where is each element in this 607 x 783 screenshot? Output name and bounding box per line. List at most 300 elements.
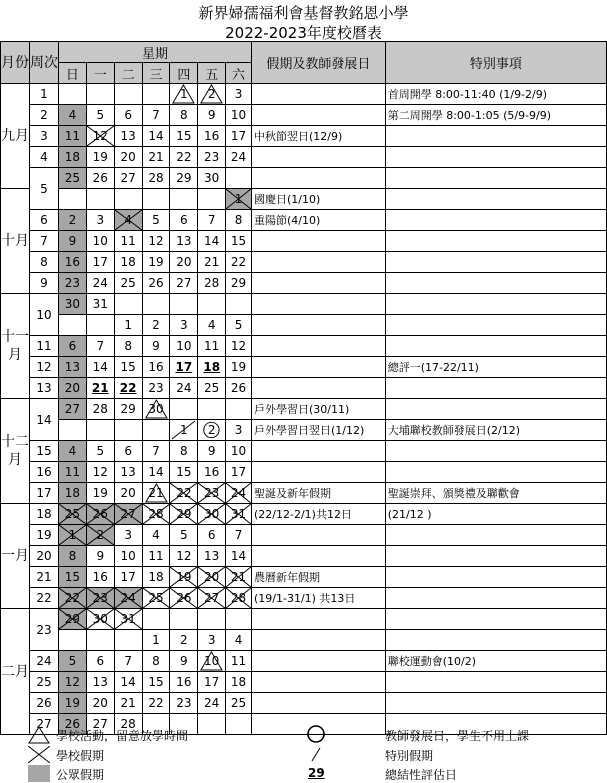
day-cell bbox=[59, 546, 87, 567]
day-number: 3 bbox=[234, 423, 243, 437]
day-cell bbox=[170, 126, 198, 147]
day-number: 16 bbox=[176, 675, 192, 689]
table-row bbox=[1, 105, 607, 126]
day-number: 25 bbox=[204, 381, 220, 395]
day-cell bbox=[86, 84, 114, 105]
day-number: 24 bbox=[230, 150, 247, 164]
day-number: 14 bbox=[120, 675, 136, 689]
table-row bbox=[1, 588, 607, 609]
day-cell bbox=[59, 147, 87, 168]
day-number: 22 bbox=[230, 255, 247, 269]
table-row bbox=[1, 210, 607, 231]
day-number: 8 bbox=[124, 339, 132, 353]
day-cell bbox=[198, 588, 226, 609]
day-cell bbox=[142, 252, 170, 273]
day-cell bbox=[198, 168, 226, 189]
assessment-sample: 29 bbox=[308, 766, 325, 780]
table-row bbox=[1, 504, 607, 525]
table-row bbox=[1, 525, 607, 546]
table-row bbox=[1, 126, 607, 147]
day-number: 27 bbox=[64, 402, 81, 416]
day-number: 24 bbox=[204, 696, 220, 710]
holiday-note bbox=[251, 357, 385, 378]
day-number: 11 bbox=[230, 654, 247, 668]
day-number: 8 bbox=[68, 549, 77, 563]
day-cell bbox=[59, 651, 87, 672]
day-cell bbox=[142, 147, 170, 168]
day-number: 30 bbox=[204, 171, 220, 185]
special-note bbox=[385, 609, 606, 630]
day-number: 9 bbox=[68, 234, 77, 248]
table-row bbox=[1, 462, 607, 483]
month-label: 十月 bbox=[1, 189, 30, 294]
day-number: 15 bbox=[64, 570, 81, 584]
day-number: 8 bbox=[234, 213, 243, 227]
day-cell bbox=[226, 231, 252, 252]
day-cell bbox=[86, 294, 114, 315]
day-number: 26 bbox=[64, 717, 81, 731]
day-number: 10 bbox=[120, 549, 136, 563]
week-number: 2 bbox=[30, 105, 59, 126]
day-cell bbox=[198, 84, 226, 105]
header-day-thu: 四 bbox=[170, 63, 198, 84]
day-number: 1 bbox=[180, 87, 188, 101]
table-row bbox=[1, 378, 607, 399]
day-cell bbox=[86, 210, 114, 231]
holiday-note: 聖誕及新年假期 bbox=[251, 483, 385, 504]
day-number: 7 bbox=[207, 213, 216, 227]
day-cell bbox=[142, 294, 170, 315]
day-number: 3 bbox=[234, 87, 243, 101]
day-cell bbox=[198, 294, 226, 315]
day-cell bbox=[226, 483, 252, 504]
day-number: 18 bbox=[64, 150, 81, 164]
table-row bbox=[1, 252, 607, 273]
holiday-note bbox=[251, 252, 385, 273]
day-cell bbox=[226, 504, 252, 525]
day-cell bbox=[59, 84, 87, 105]
header-day-tue: 二 bbox=[114, 63, 142, 84]
day-cell bbox=[86, 273, 114, 294]
day-cell bbox=[226, 714, 252, 735]
day-cell bbox=[86, 441, 114, 462]
week-number: 21 bbox=[30, 567, 59, 588]
day-cell bbox=[59, 525, 87, 546]
day-cell bbox=[142, 357, 170, 378]
day-number: 7 bbox=[96, 339, 105, 353]
day-number: 26 bbox=[92, 171, 108, 185]
table-row bbox=[1, 315, 607, 336]
week-number: 23 bbox=[30, 609, 59, 651]
day-cell bbox=[226, 189, 252, 210]
day-number: 25 bbox=[120, 276, 136, 290]
day-number: 3 bbox=[207, 633, 216, 647]
day-cell bbox=[226, 630, 252, 651]
day-number: 21 bbox=[148, 150, 164, 164]
special-note: 聖誕崇拜、頒獎禮及聯歡會 bbox=[385, 483, 606, 504]
day-cell bbox=[170, 147, 198, 168]
day-number: 3 bbox=[124, 528, 132, 542]
day-cell bbox=[226, 273, 252, 294]
day-cell bbox=[226, 126, 252, 147]
day-cell bbox=[142, 105, 170, 126]
day-number: 5 bbox=[96, 108, 105, 122]
day-number: 12 bbox=[92, 129, 108, 143]
week-number: 11 bbox=[30, 336, 59, 357]
week-number: 18 bbox=[30, 504, 59, 525]
week-number: 6 bbox=[30, 210, 59, 231]
holiday-note bbox=[251, 84, 385, 105]
day-cell bbox=[226, 441, 252, 462]
holiday-note bbox=[251, 672, 385, 693]
day-cell bbox=[198, 651, 226, 672]
holiday-note bbox=[251, 273, 385, 294]
week-number: 7 bbox=[30, 231, 59, 252]
circle-icon bbox=[305, 724, 327, 744]
day-number: 21 bbox=[230, 570, 247, 584]
day-number: 10 bbox=[176, 339, 192, 353]
day-number: 9 bbox=[152, 339, 160, 353]
day-cell bbox=[170, 378, 198, 399]
day-number: 4 bbox=[68, 108, 77, 122]
day-number: 18 bbox=[203, 360, 221, 374]
day-cell bbox=[114, 672, 142, 693]
day-cell bbox=[170, 567, 198, 588]
day-number: 25 bbox=[148, 591, 164, 605]
day-cell bbox=[142, 483, 170, 504]
day-number: 2 bbox=[96, 528, 105, 542]
day-number: 13 bbox=[120, 465, 136, 479]
legend-assessment: 總結性評估日 bbox=[385, 768, 458, 782]
day-cell bbox=[198, 672, 226, 693]
day-cell bbox=[114, 546, 142, 567]
day-cell bbox=[114, 189, 142, 210]
day-cell bbox=[226, 105, 252, 126]
day-number: 23 bbox=[176, 696, 192, 710]
day-cell bbox=[59, 483, 87, 504]
day-cell bbox=[170, 294, 198, 315]
day-cell bbox=[59, 336, 87, 357]
header-day-mon: 一 bbox=[86, 63, 114, 84]
day-cell bbox=[226, 546, 252, 567]
day-cell bbox=[142, 504, 170, 525]
special-note bbox=[385, 441, 606, 462]
day-number: 26 bbox=[230, 381, 247, 395]
day-cell bbox=[198, 273, 226, 294]
day-cell bbox=[86, 462, 114, 483]
holiday-note bbox=[251, 651, 385, 672]
day-cell bbox=[59, 126, 87, 147]
school-name: 新界婦孺福利會基督教銘恩小學 bbox=[198, 4, 409, 22]
day-number: 19 bbox=[230, 360, 247, 374]
special-note bbox=[385, 462, 606, 483]
day-cell bbox=[59, 567, 87, 588]
day-number: 15 bbox=[230, 234, 247, 248]
day-cell bbox=[59, 630, 87, 651]
day-cell bbox=[114, 588, 142, 609]
day-cell bbox=[198, 189, 226, 210]
day-cell bbox=[226, 672, 252, 693]
day-cell bbox=[142, 672, 170, 693]
day-cell bbox=[226, 147, 252, 168]
day-number: 1 bbox=[124, 318, 132, 332]
special-note: 聯校運動會(10/2) bbox=[385, 651, 606, 672]
day-number: 20 bbox=[176, 255, 192, 269]
day-cell bbox=[114, 84, 142, 105]
day-cell bbox=[170, 693, 198, 714]
day-number: 15 bbox=[176, 465, 192, 479]
special-note: 大埔聯校教師發展日(2/12) bbox=[385, 420, 606, 441]
day-number: 7 bbox=[152, 108, 160, 122]
day-number: 27 bbox=[120, 507, 136, 521]
week-number: 25 bbox=[30, 672, 59, 693]
holiday-note bbox=[251, 105, 385, 126]
day-number: 19 bbox=[92, 486, 108, 500]
day-cell bbox=[170, 504, 198, 525]
week-number: 19 bbox=[30, 525, 59, 546]
day-number: 17 bbox=[175, 360, 193, 374]
special-note bbox=[385, 378, 606, 399]
special-note bbox=[385, 315, 606, 336]
day-number: 28 bbox=[120, 717, 136, 731]
day-cell bbox=[170, 336, 198, 357]
day-number: 22 bbox=[176, 486, 192, 500]
week-number: 3 bbox=[30, 126, 59, 147]
day-cell bbox=[86, 399, 114, 420]
day-number: 17 bbox=[92, 255, 108, 269]
day-number: 9 bbox=[180, 654, 188, 668]
legend-staff-dev: 教師發展日，學生不用上課 bbox=[385, 729, 530, 743]
day-number: 6 bbox=[96, 654, 105, 668]
day-cell bbox=[198, 483, 226, 504]
day-number: 8 bbox=[180, 108, 188, 122]
holiday-note bbox=[251, 378, 385, 399]
table-row bbox=[1, 231, 607, 252]
day-cell bbox=[226, 210, 252, 231]
day-number: 5 bbox=[68, 654, 77, 668]
special-note: 首周開學 8:00-11:40 (1/9-2/9) bbox=[385, 84, 606, 105]
day-cell bbox=[86, 168, 114, 189]
week-number: 22 bbox=[30, 588, 59, 609]
day-number: 30 bbox=[64, 297, 81, 311]
week-number: 12 bbox=[30, 357, 59, 378]
day-number: 8 bbox=[152, 654, 160, 668]
day-cell bbox=[59, 588, 87, 609]
day-cell bbox=[198, 441, 226, 462]
day-number: 10 bbox=[230, 444, 247, 458]
day-cell bbox=[114, 168, 142, 189]
day-number: 16 bbox=[148, 360, 164, 374]
day-number: 21 bbox=[120, 696, 136, 710]
special-note: (21/12 ) bbox=[385, 504, 606, 525]
header-weekdays: 星期 bbox=[59, 42, 252, 63]
day-cell bbox=[142, 315, 170, 336]
week-number: 1 bbox=[30, 84, 59, 105]
day-cell bbox=[226, 168, 252, 189]
day-cell bbox=[226, 378, 252, 399]
day-number: 29 bbox=[176, 171, 192, 185]
day-number: 5 bbox=[234, 318, 243, 332]
day-cell bbox=[59, 315, 87, 336]
day-number: 29 bbox=[64, 612, 81, 626]
day-number: 4 bbox=[68, 444, 77, 458]
week-number: 17 bbox=[30, 483, 59, 504]
day-number: 27 bbox=[176, 276, 192, 290]
holiday-note bbox=[251, 462, 385, 483]
day-cell bbox=[226, 84, 252, 105]
week-number: 8 bbox=[30, 252, 59, 273]
day-cell bbox=[142, 189, 170, 210]
day-cell bbox=[142, 630, 170, 651]
holiday-note: (22/12-2/1)共12日 bbox=[251, 504, 385, 525]
day-number: 31 bbox=[92, 297, 108, 311]
day-cell bbox=[59, 462, 87, 483]
day-number: 10 bbox=[230, 108, 247, 122]
day-number: 27 bbox=[92, 717, 108, 731]
day-number: 20 bbox=[92, 696, 108, 710]
day-cell bbox=[59, 252, 87, 273]
day-number: 28 bbox=[148, 507, 164, 521]
day-cell bbox=[86, 546, 114, 567]
day-number: 23 bbox=[204, 486, 220, 500]
day-cell bbox=[114, 126, 142, 147]
day-number: 16 bbox=[64, 255, 81, 269]
day-cell bbox=[198, 567, 226, 588]
day-cell bbox=[170, 462, 198, 483]
day-number: 6 bbox=[124, 444, 132, 458]
day-cell bbox=[142, 273, 170, 294]
header-day-fri: 五 bbox=[198, 63, 226, 84]
header-week: 周次 bbox=[30, 42, 59, 84]
day-cell bbox=[59, 504, 87, 525]
holiday-note bbox=[251, 231, 385, 252]
day-cell bbox=[114, 651, 142, 672]
day-number: 3 bbox=[180, 318, 188, 332]
day-number: 17 bbox=[204, 675, 220, 689]
table-row bbox=[1, 651, 607, 672]
special-note bbox=[385, 336, 606, 357]
day-cell bbox=[114, 315, 142, 336]
special-note bbox=[385, 210, 606, 231]
day-cell bbox=[142, 609, 170, 630]
day-number: 11 bbox=[120, 234, 136, 248]
day-cell bbox=[114, 567, 142, 588]
day-cell bbox=[170, 399, 198, 420]
day-cell bbox=[142, 420, 170, 441]
day-cell bbox=[198, 399, 226, 420]
day-number: 15 bbox=[176, 129, 192, 143]
holiday-note bbox=[251, 147, 385, 168]
day-cell bbox=[170, 546, 198, 567]
day-cell bbox=[114, 420, 142, 441]
special-note bbox=[385, 546, 606, 567]
day-number: 2 bbox=[68, 213, 77, 227]
day-number: 13 bbox=[92, 675, 108, 689]
day-cell bbox=[142, 168, 170, 189]
day-number: 29 bbox=[120, 402, 136, 416]
table-row bbox=[1, 336, 607, 357]
day-number: 24 bbox=[230, 486, 247, 500]
day-cell bbox=[170, 441, 198, 462]
month-label: 九月 bbox=[1, 84, 30, 189]
holiday-note bbox=[251, 546, 385, 567]
day-cell bbox=[226, 462, 252, 483]
holiday-note: 重陽節(4/10) bbox=[251, 210, 385, 231]
day-number: 19 bbox=[64, 696, 81, 710]
day-number: 11 bbox=[204, 339, 220, 353]
day-cell bbox=[114, 630, 142, 651]
day-cell bbox=[86, 483, 114, 504]
day-number: 2 bbox=[152, 318, 160, 332]
slash-icon bbox=[308, 746, 324, 763]
day-cell bbox=[86, 336, 114, 357]
day-number: 9 bbox=[207, 108, 216, 122]
day-cell bbox=[142, 441, 170, 462]
holiday-note bbox=[251, 294, 385, 315]
day-cell bbox=[142, 336, 170, 357]
day-cell bbox=[59, 357, 87, 378]
day-number: 1 bbox=[234, 192, 243, 206]
triangle-icon bbox=[28, 726, 50, 744]
day-number: 31 bbox=[120, 612, 136, 626]
day-number: 14 bbox=[230, 549, 247, 563]
day-number: 1 bbox=[68, 528, 77, 542]
table-row bbox=[1, 168, 607, 189]
day-number: 2 bbox=[180, 633, 188, 647]
day-cell bbox=[142, 84, 170, 105]
day-number: 6 bbox=[207, 528, 216, 542]
day-number: 13 bbox=[120, 129, 136, 143]
week-number: 13 bbox=[30, 378, 59, 399]
week-number: 16 bbox=[30, 462, 59, 483]
day-cell bbox=[86, 651, 114, 672]
day-number: 2 bbox=[207, 87, 216, 101]
day-cell bbox=[170, 84, 198, 105]
day-number: 19 bbox=[148, 255, 164, 269]
day-cell bbox=[86, 105, 114, 126]
day-cell bbox=[198, 105, 226, 126]
day-cell bbox=[86, 357, 114, 378]
day-number: 4 bbox=[234, 633, 243, 647]
table-row bbox=[1, 420, 607, 441]
day-number: 27 bbox=[120, 171, 136, 185]
special-note: 總評一(17-22/11) bbox=[385, 357, 606, 378]
day-cell bbox=[86, 315, 114, 336]
day-cell bbox=[170, 273, 198, 294]
holiday-note: 農曆新年假期 bbox=[251, 567, 385, 588]
day-cell bbox=[114, 252, 142, 273]
calendar-title: 2022-2023年度校曆表 bbox=[225, 24, 382, 42]
special-note bbox=[385, 567, 606, 588]
header-month: 月份 bbox=[1, 42, 30, 84]
day-cell bbox=[198, 378, 226, 399]
day-number: 14 bbox=[148, 129, 164, 143]
week-number: 24 bbox=[30, 651, 59, 672]
special-note bbox=[385, 189, 606, 210]
day-cell bbox=[170, 525, 198, 546]
special-note bbox=[385, 693, 606, 714]
table-row bbox=[1, 189, 607, 210]
table-row bbox=[1, 273, 607, 294]
day-cell bbox=[170, 105, 198, 126]
day-cell bbox=[226, 588, 252, 609]
day-cell bbox=[59, 231, 87, 252]
table-row bbox=[1, 399, 607, 420]
day-number: 12 bbox=[176, 549, 192, 563]
day-number: 4 bbox=[124, 213, 132, 227]
holiday-note: 戶外學習日翌日(1/12) bbox=[251, 420, 385, 441]
day-number: 14 bbox=[148, 465, 164, 479]
